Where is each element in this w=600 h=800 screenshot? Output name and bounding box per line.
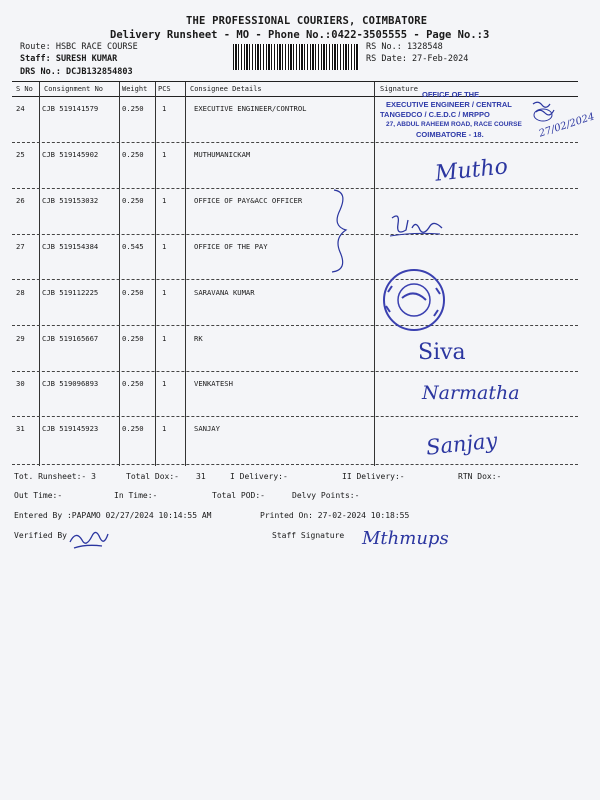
- signature-row-31: Sanjay: [424, 428, 499, 460]
- row-sno: 25: [16, 150, 25, 159]
- row-pcs: 1: [162, 196, 167, 205]
- row-weight: 0.250: [122, 150, 144, 159]
- col-pcs: PCS: [158, 85, 171, 93]
- col-divider: [119, 82, 120, 466]
- office-stamp: [372, 90, 522, 140]
- row-pcs: 1: [162, 150, 167, 159]
- rs-date: RS Date: 27-Feb-2024: [366, 54, 469, 64]
- signature-row-25: Mutho: [433, 154, 510, 187]
- table-top-rule: [12, 81, 578, 82]
- row-consignee: SARAVANA KUMAR: [194, 288, 255, 297]
- entered-by: Entered By :PAPAMO 02/27/2024 10:14:55 AM: [14, 511, 212, 520]
- staff-signature-label: Staff Signature: [272, 531, 345, 540]
- rs-number: RS No.: 1328548: [366, 42, 443, 52]
- bracket-mark: [326, 186, 356, 276]
- col-divider: [155, 82, 156, 466]
- i-delivery: I Delivery:-: [230, 472, 288, 481]
- row-divider: [12, 371, 578, 372]
- row-pcs: 1: [162, 104, 167, 113]
- col-consignee: Consignee Details: [190, 85, 262, 93]
- initial-scribble: [530, 98, 558, 124]
- row-divider: [12, 142, 578, 143]
- total-pod: Total POD:-: [212, 491, 265, 500]
- route-label: Route: HSBC RACE COURSE: [20, 42, 138, 52]
- row-consignment: CJB 519153032: [42, 196, 99, 205]
- row-consignment: CJB 519145902: [42, 150, 99, 159]
- out-time: Out Time:-: [14, 491, 63, 500]
- tot-runsheet: Tot. Runsheet:- 3: [14, 472, 96, 481]
- signature-row-26-scribble: [386, 208, 446, 242]
- row-divider: [12, 325, 578, 326]
- row-pcs: 1: [162, 424, 167, 433]
- row-consignment: CJB 519154384: [42, 242, 99, 251]
- stamp-line: TANGEDCO / C.E.D.C / MRPPO: [380, 110, 490, 119]
- row-consignee: EXECUTIVE ENGINEER/CONTROL: [194, 104, 307, 113]
- printed-on: Printed On: 27-02-2024 10:18:55: [260, 511, 410, 520]
- round-seal: [378, 266, 450, 334]
- verified-signature: [66, 524, 110, 554]
- in-time: In Time:-: [114, 491, 158, 500]
- row-sno: 30: [16, 379, 25, 388]
- row-divider: [12, 279, 578, 280]
- row-divider: [12, 464, 578, 465]
- stamp-line: EXECUTIVE ENGINEER / CENTRAL: [386, 100, 512, 109]
- row-consignment: CJB 519145923: [42, 424, 99, 433]
- row-divider: [12, 188, 578, 189]
- row-consignee: RK: [194, 334, 203, 343]
- row-consignee: VENKATESH: [194, 379, 233, 388]
- row-weight: 0.250: [122, 379, 144, 388]
- total-dox-value: 31: [196, 472, 206, 481]
- runsheet-subtitle: Delivery Runsheet - MO - Phone No.:0422-3505555 - Page No.:3: [110, 29, 490, 41]
- row-consignee: SANJAY: [194, 424, 220, 433]
- staff-label: Staff: SURESH KUMAR: [20, 54, 118, 64]
- signature-row-29: Siva: [418, 340, 466, 365]
- row-divider: [12, 234, 578, 235]
- delvy-points: Delvy Points:-: [292, 491, 360, 500]
- row-consignment: CJB 519096893: [42, 379, 99, 388]
- row-consignment: CJB 519165667: [42, 334, 99, 343]
- row-sno: 29: [16, 334, 25, 343]
- row-sno: 31: [16, 424, 25, 433]
- row-weight: 0.250: [122, 334, 144, 343]
- verified-by: Verified By: [14, 531, 67, 540]
- row-divider: [12, 416, 578, 417]
- row-weight: 0.250: [122, 424, 144, 433]
- row-weight: 0.250: [122, 288, 144, 297]
- stamp-line: OFFICE OF THE: [422, 90, 480, 99]
- col-consignment: Consignment No: [44, 85, 104, 93]
- total-dox-label: Total Dox:-: [126, 472, 179, 481]
- row-sno: 24: [16, 104, 25, 113]
- ii-delivery: II Delivery:-: [342, 472, 405, 481]
- row-pcs: 1: [162, 288, 167, 297]
- rtn-dox: RTN Dox:-: [458, 472, 502, 481]
- barcode: [233, 44, 359, 70]
- row-consignee: MUTHUMANICKAM: [194, 150, 251, 159]
- row-pcs: 1: [162, 379, 167, 388]
- row-weight: 0.250: [122, 104, 144, 113]
- col-divider: [185, 82, 186, 466]
- row-consignee: OFFICE OF THE PAY: [194, 242, 268, 251]
- stamp-line: 27, ABDUL RAHEEM ROAD, RACE COURSE: [386, 121, 522, 128]
- row-consignee: OFFICE OF PAY&ACC OFFICER: [194, 196, 303, 205]
- row-sno: 28: [16, 288, 25, 297]
- col-divider: [39, 82, 40, 466]
- stamp-date-note: 27/02/2024: [537, 111, 596, 140]
- row-sno: 27: [16, 242, 25, 251]
- row-consignment: CJB 519112225: [42, 288, 99, 297]
- col-signature: Signature: [380, 85, 418, 93]
- signature-row-30: Narmatha: [422, 382, 520, 404]
- row-pcs: 1: [162, 334, 167, 343]
- col-weight: Weight: [122, 85, 148, 93]
- row-consignment: CJB 519141579: [42, 104, 99, 113]
- company-title: THE PROFESSIONAL COURIERS, COIMBATORE: [186, 15, 428, 27]
- row-pcs: 1: [162, 242, 167, 251]
- row-sno: 26: [16, 196, 25, 205]
- col-sno: S No: [16, 85, 33, 93]
- row-weight: 0.545: [122, 242, 144, 251]
- stamp-line: COIMBATORE - 18.: [416, 130, 484, 139]
- row-weight: 0.250: [122, 196, 144, 205]
- drs-number: DRS No.: DCJB132854803: [20, 67, 133, 77]
- staff-signature: Mthmups: [362, 528, 449, 549]
